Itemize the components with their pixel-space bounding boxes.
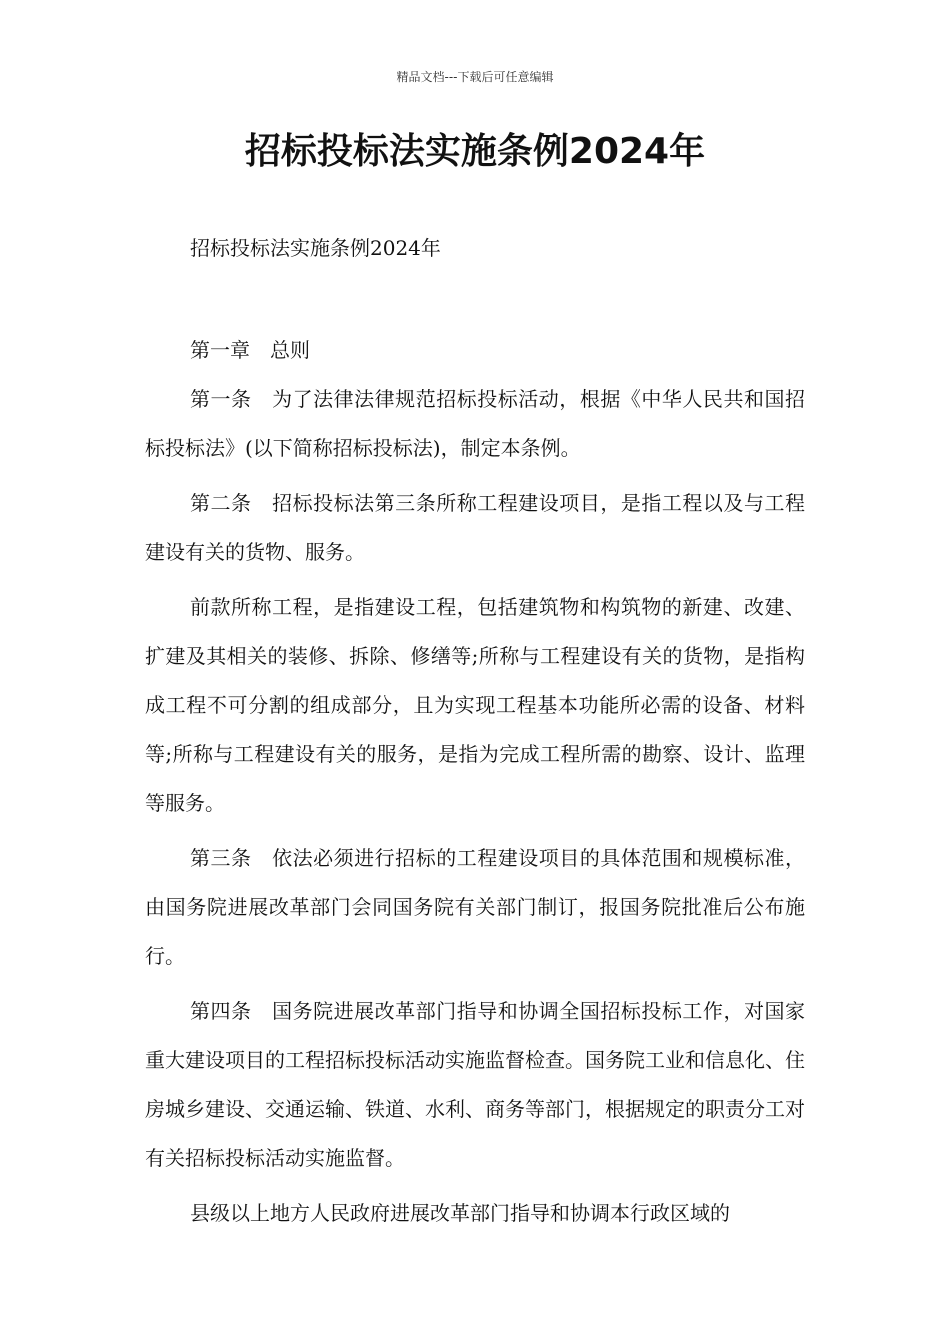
document-title: 招标投标法实施条例2024年 bbox=[244, 131, 706, 172]
header-note: 精品文档---下载后可任意编辑 bbox=[396, 70, 554, 84]
paragraph-article-2: 第二条 招标投标法第三条所称工程建设项目，是指工程以及与工程建设有关的货物、服务。 bbox=[145, 491, 805, 564]
paragraph-article-1: 第一条 为了法律法律规范招标投标活动，根据《中华人民共和国招标投标法》(以下简称招标投标法)，制定本条例。 bbox=[145, 387, 805, 460]
paragraph-article-2-detail: 前款所称工程，是指建设工程，包括建筑物和构筑物的新建、改建、扩建及其相关的装修、拆除、修缮等;所称与工程建设有关的货物，是指构成工程不可分割的组成部分，且为实现工程基本功能所必需的设备、材料等;所称与工程建设有关的服务，是指为完成工程所需的勘察、设计、监理等服务。 bbox=[145, 595, 805, 815]
chapter-heading: 第一章 总则 bbox=[190, 338, 310, 362]
paragraph-article-3: 第三条 依法必须进行招标的工程建设项目的具体范围和规模标准，由国务院进展改革部门会同国务院有关部门制订，报国务院批准后公布施行。 bbox=[145, 846, 805, 968]
document-subtitle: 招标投标法实施条例2024年 bbox=[190, 236, 441, 260]
document-body bbox=[145, 375, 805, 1244]
paragraph-article-4-local: 县级以上地方人民政府进展改革部门指导和协调本行政区域的 bbox=[190, 1201, 730, 1225]
paragraph-article-4: 第四条 国务院进展改革部门指导和协调全国招标投标工作，对国家重大建设项目的工程招标投标活动实施监督检查。国务院工业和信息化、住房城乡建设、交通运输、铁道、水利、商务等部门，根据规定的职责分工对有关招标投标活动实施监督。 bbox=[145, 999, 805, 1170]
